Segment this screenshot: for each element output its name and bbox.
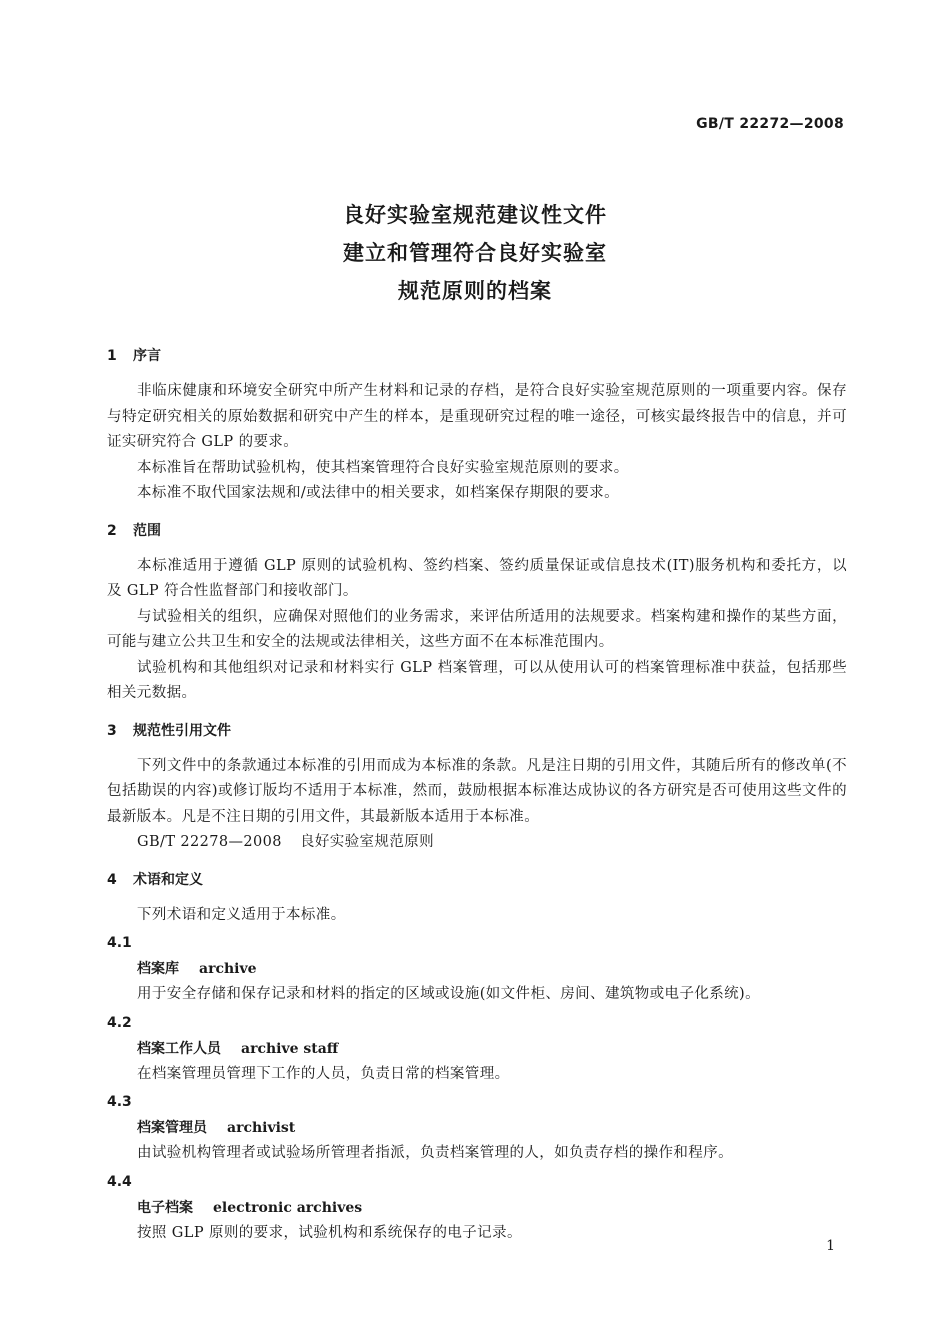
section-number: 2 [107,522,117,539]
title-line-1: 良好实验室规范建议性文件 [343,203,607,227]
term-number: 4.1 [107,935,132,951]
page-number: 1 [826,1238,835,1254]
title-line-3: 规范原则的档案 [398,279,552,303]
term-zh: 档案库 [137,961,179,977]
term-number: 4.4 [107,1173,132,1190]
paragraph: 下列术语和定义适用于本标准。 [137,906,346,923]
term-definition: 按照 GLP 原则的要求，试验机构和系统保存的电子记录。 [137,1224,522,1241]
term-name [107,1115,847,1141]
term-number: 4.3 [107,1094,132,1110]
paragraph: 试验机构和其他组织对记录和材料实行 GLP 档案管理，可以从使用认可的档案管理标准中获益，包括那些相关元数据。 [107,659,847,701]
paragraph: 非临床健康和环境安全研究中所产生材料和记录的存档，是符合良好实验室规范原则的一项重要内容。保存与特定研究相关的原始数据和研究中产生的样本，是重现研究过程的唯一途径，可核实最终报告中的信息，并可证实研究符合 GLP 的要求。 [107,383,847,450]
section-title: 序言 [133,348,161,364]
term-en: archive [199,961,257,977]
term-name [107,1195,847,1221]
document-title [0,196,950,310]
section-title: 范围 [133,522,161,539]
paragraph: 下列文件中的条款通过本标准的引用而成为本标准的条款。凡是注日期的引用文件，其随后所有的修改单(不包括勘误的内容)或修订版均不适用于本标准，然而，鼓励根据本标准达成协议的各方研究是否可使用这些文件的最新版本。凡是不注日期的引用文件，其最新版本适用于本标准。 [107,757,847,825]
section-4-heading [107,867,847,893]
term-en: archivist [227,1120,296,1136]
section-3-heading [107,718,847,744]
reference-title: 良好实验室规范原则 [299,834,435,850]
paragraph: 与试验相关的组织，应确保对照他们的业务需求，来评估所适用的法规要求。档案构建和操作的某些方面，可能与建立公共卫生和安全的法规或法律相关，这些方面不在本标准范围内。 [107,608,847,650]
normative-reference [107,830,847,856]
term-zh: 档案管理员 [137,1120,207,1136]
document-body [107,343,847,1246]
section-2-heading [107,518,847,544]
section-number: 3 [107,722,117,739]
reference-code: GB/T 22278—2008 [137,834,282,850]
term-en: electronic archives [213,1199,363,1216]
paragraph: 本标准适用于遵循 GLP 原则的试验机构、签约档案、签约质量保证或信息技术(IT)服务机构和委托方，以及 GLP 符合性监督部门和接收部门。 [107,557,847,599]
term-name [107,1036,847,1062]
term-en: archive staff [241,1040,339,1057]
term-zh: 档案工作人员 [137,1040,221,1057]
section-title: 规范性引用文件 [133,722,231,739]
title-line-2: 建立和管理符合良好实验室 [343,241,607,265]
term-definition: 在档案管理员管理下工作的人员，负责日常的档案管理。 [137,1065,510,1082]
paragraph: 本标准旨在帮助试验机构，使其档案管理符合良好实验室规范原则的要求。 [137,459,629,476]
term-definition: 由试验机构管理者或试验场所管理者指派，负责档案管理的人，如负责存档的操作和程序。 [137,1145,733,1161]
section-number: 4 [107,871,117,888]
section-1-heading [107,343,847,369]
term-definition: 用于安全存储和保存记录和材料的指定的区域或设施(如文件柜、房间、建筑物或电子化系统)。 [137,986,761,1002]
term-number: 4.2 [107,1014,132,1031]
section-number: 1 [107,348,117,364]
section-title: 术语和定义 [133,871,203,888]
standard-code: GB/T 22272—2008 [696,116,844,132]
term-name [107,956,847,982]
term-zh: 电子档案 [137,1199,193,1216]
paragraph: 本标准不取代国家法规和/或法律中的相关要求，如档案保存期限的要求。 [137,485,620,501]
